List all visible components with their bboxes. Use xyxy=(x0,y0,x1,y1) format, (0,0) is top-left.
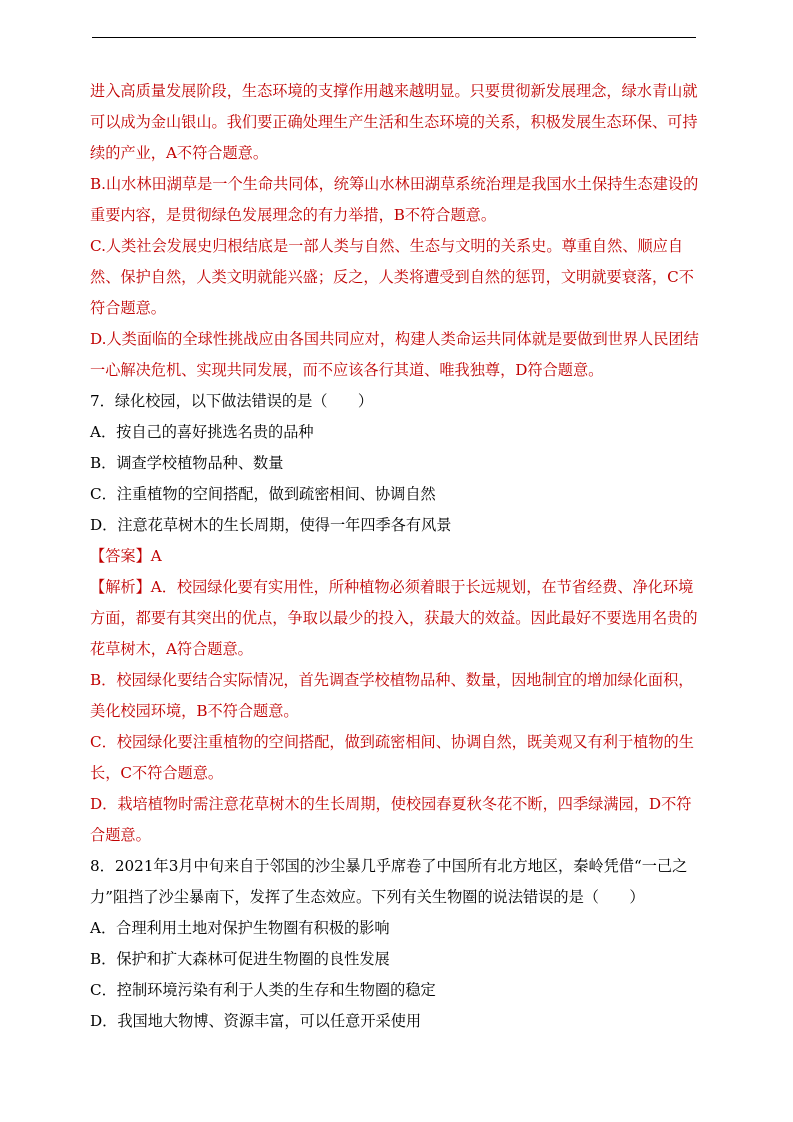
question-7-option-c: C．注重植物的空间搭配，做到疏密相间、协调自然 xyxy=(90,485,436,503)
question-7-analysis-a xyxy=(90,572,702,665)
prev-analysis-c: C.人类社会发展史归根结底是一部人类与自然、生态与文明的关系史。尊重自然、顺应自然、保护自然，人类文明就能兴盛；反之，人类将遭受到自然的惩罚，文明就要衰落，C不符合题意。 xyxy=(90,237,694,317)
header-rule xyxy=(92,37,696,38)
question-8-option-a: A．合理利用土地对保护生物圈有积极的影响 xyxy=(90,919,390,937)
question-7-option-b: B．调查学校植物品种、数量 xyxy=(90,454,284,472)
question-7-analysis-c: C．校园绿化要注重植物的空间搭配，做到疏密相间、协调自然，既美观又有利于植物的生长，C不符合题意。 xyxy=(90,733,694,782)
question-8-option-b: B．保护和扩大森林可促进生物圈的良性发展 xyxy=(90,950,390,968)
question-7-answer xyxy=(90,541,702,572)
prev-analysis-d: D.人类面临的全球性挑战应由各国共同应对，构建人类命运共同体就是要做到世界人民团结一心解决危机、实现共同发展，而不应该各行其道、唯我独尊，D符合题意。 xyxy=(90,330,699,379)
answer-label: 【答案】 xyxy=(90,547,151,565)
question-7-option-d: D．注意花草树木的生长周期，使得一年四季各有风景 xyxy=(90,516,452,534)
answer-value: A xyxy=(150,547,162,565)
question-7-stem: 7．绿化校园，以下做法错误的是（ ） xyxy=(90,392,374,410)
question-7-analysis-b: B．校园绿化要结合实际情况，首先调查学校植物品种、数量，因地制宜的增加绿化面积，美化校园环境，B不符合题意。 xyxy=(90,671,694,720)
analysis-a-text: A．校园绿化要有实用性，所种植物必须着眼于长远规划，在节省经费、净化环境方面，都要有其突出的优点，争取以最少的投入，获最大的效益。因此最好不要选用名贵的花草树木，A符合题意。 xyxy=(90,578,698,658)
prev-analysis-a-tail: 进入高质量发展阶段，生态环境的支撑作用越来越明显。只要贯彻新发展理念，绿水青山就可以成为金山银山。我们要正确处理生产生活和生态环境的关系，积极发展生态环保、可持续的产业，A不符合题意。 xyxy=(90,82,698,162)
question-8-stem: 8．2021年3月中旬来自于邻国的沙尘暴几乎席卷了中国所有北方地区，秦岭凭借“一己之力”阻挡了沙尘暴南下，发挥了生态效应。下列有关生物圈的说法错误的是（ ） xyxy=(90,857,688,906)
analysis-label: 【解析】 xyxy=(90,578,151,596)
question-8-option-c: C．控制环境污染有利于人类的生存和生物圈的稳定 xyxy=(90,981,436,999)
question-8-option-d: D．我国地大物博、资源丰富，可以任意开采使用 xyxy=(90,1012,422,1030)
question-7-analysis-d: D．栽培植物时需注意花草树木的生长周期，使校园春夏秋冬花不断，四季绿满园，D不符合题意。 xyxy=(90,795,692,844)
question-7-option-a: A．按自己的喜好挑选名贵的品种 xyxy=(90,423,314,441)
document-body xyxy=(90,76,702,1037)
prev-analysis-b: B.山水林田湖草是一个生命共同体，统筹山水林田湖草系统治理是我国水土保持生态建设的重要内容，是贯彻绿色发展理念的有力举措，B不符合题意。 xyxy=(90,175,699,224)
